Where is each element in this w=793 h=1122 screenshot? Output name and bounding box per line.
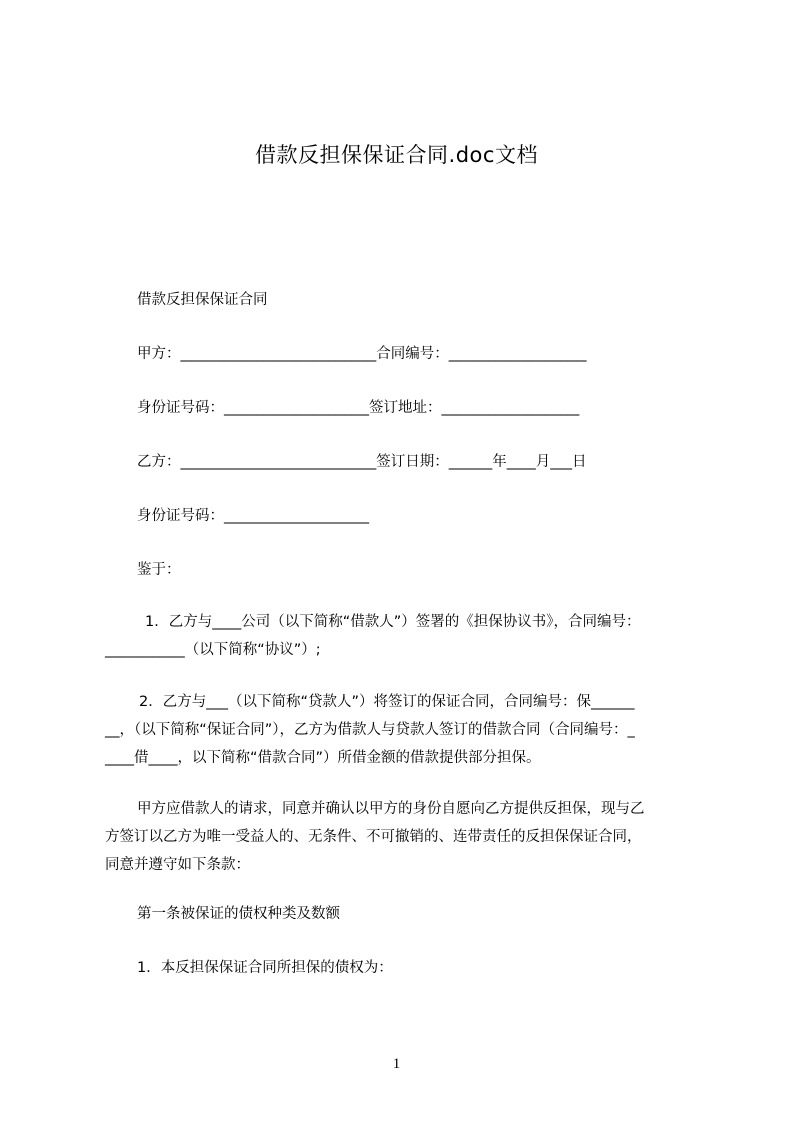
document-title: 借款反担保保证合同.doc文档 <box>255 143 538 167</box>
agreement-line-2: 方签订以乙方为唯一受益人的、无条件、不可撤销的、连带责任的反担保保证合同， <box>105 829 642 845</box>
clause-1 <box>105 608 705 664</box>
clause-2 <box>105 688 705 772</box>
party-b-field: 乙方：___________________________签订日期：______年____月___日 <box>137 454 587 470</box>
agreement-line-3: 同意并遵守如下条款： <box>105 857 250 873</box>
clause-2-line-2: __，（以下简称“保证合同”），乙方为借款人与贷款人签订的借款合同（合同编号：_ <box>105 722 635 738</box>
clause-2-line-3: ____借____，以下简称“借款合同”）所借金额的借款提供部分担保。 <box>105 750 541 766</box>
party-b-id-field: 身份证号码：____________________ <box>137 508 369 524</box>
article-1-heading: 第一条被保证的债权种类及数额 <box>137 906 340 922</box>
party-a-id-field: 身份证号码：____________________签订地址：___________________ <box>137 400 580 416</box>
article-1-item-1: 1．本反担保保证合同所担保的债权为： <box>137 960 393 976</box>
agreement-paragraph <box>105 795 705 879</box>
clause-2-line-1: 2．乙方与___（以下简称“贷款人”）将签订的保证合同，合同编号：保______ <box>139 694 635 710</box>
party-a-field: 甲方：___________________________合同编号：___________________ <box>137 346 587 362</box>
clause-1-line-1: 1．乙方与____公司（以下简称“借款人”）签署的《担保协议书》，合同编号： <box>145 614 641 630</box>
clause-1-line-2: ___________（以下简称“协议”）; <box>105 642 321 658</box>
agreement-line-1: 甲方应借款人的请求，同意并确认以甲方的身份自愿向乙方提供反担保，现与乙 <box>137 801 645 817</box>
page-number: 1 <box>392 1056 401 1072</box>
whereas-heading: 鉴于： <box>137 562 181 578</box>
contract-subtitle: 借款反担保保证合同 <box>137 292 268 308</box>
